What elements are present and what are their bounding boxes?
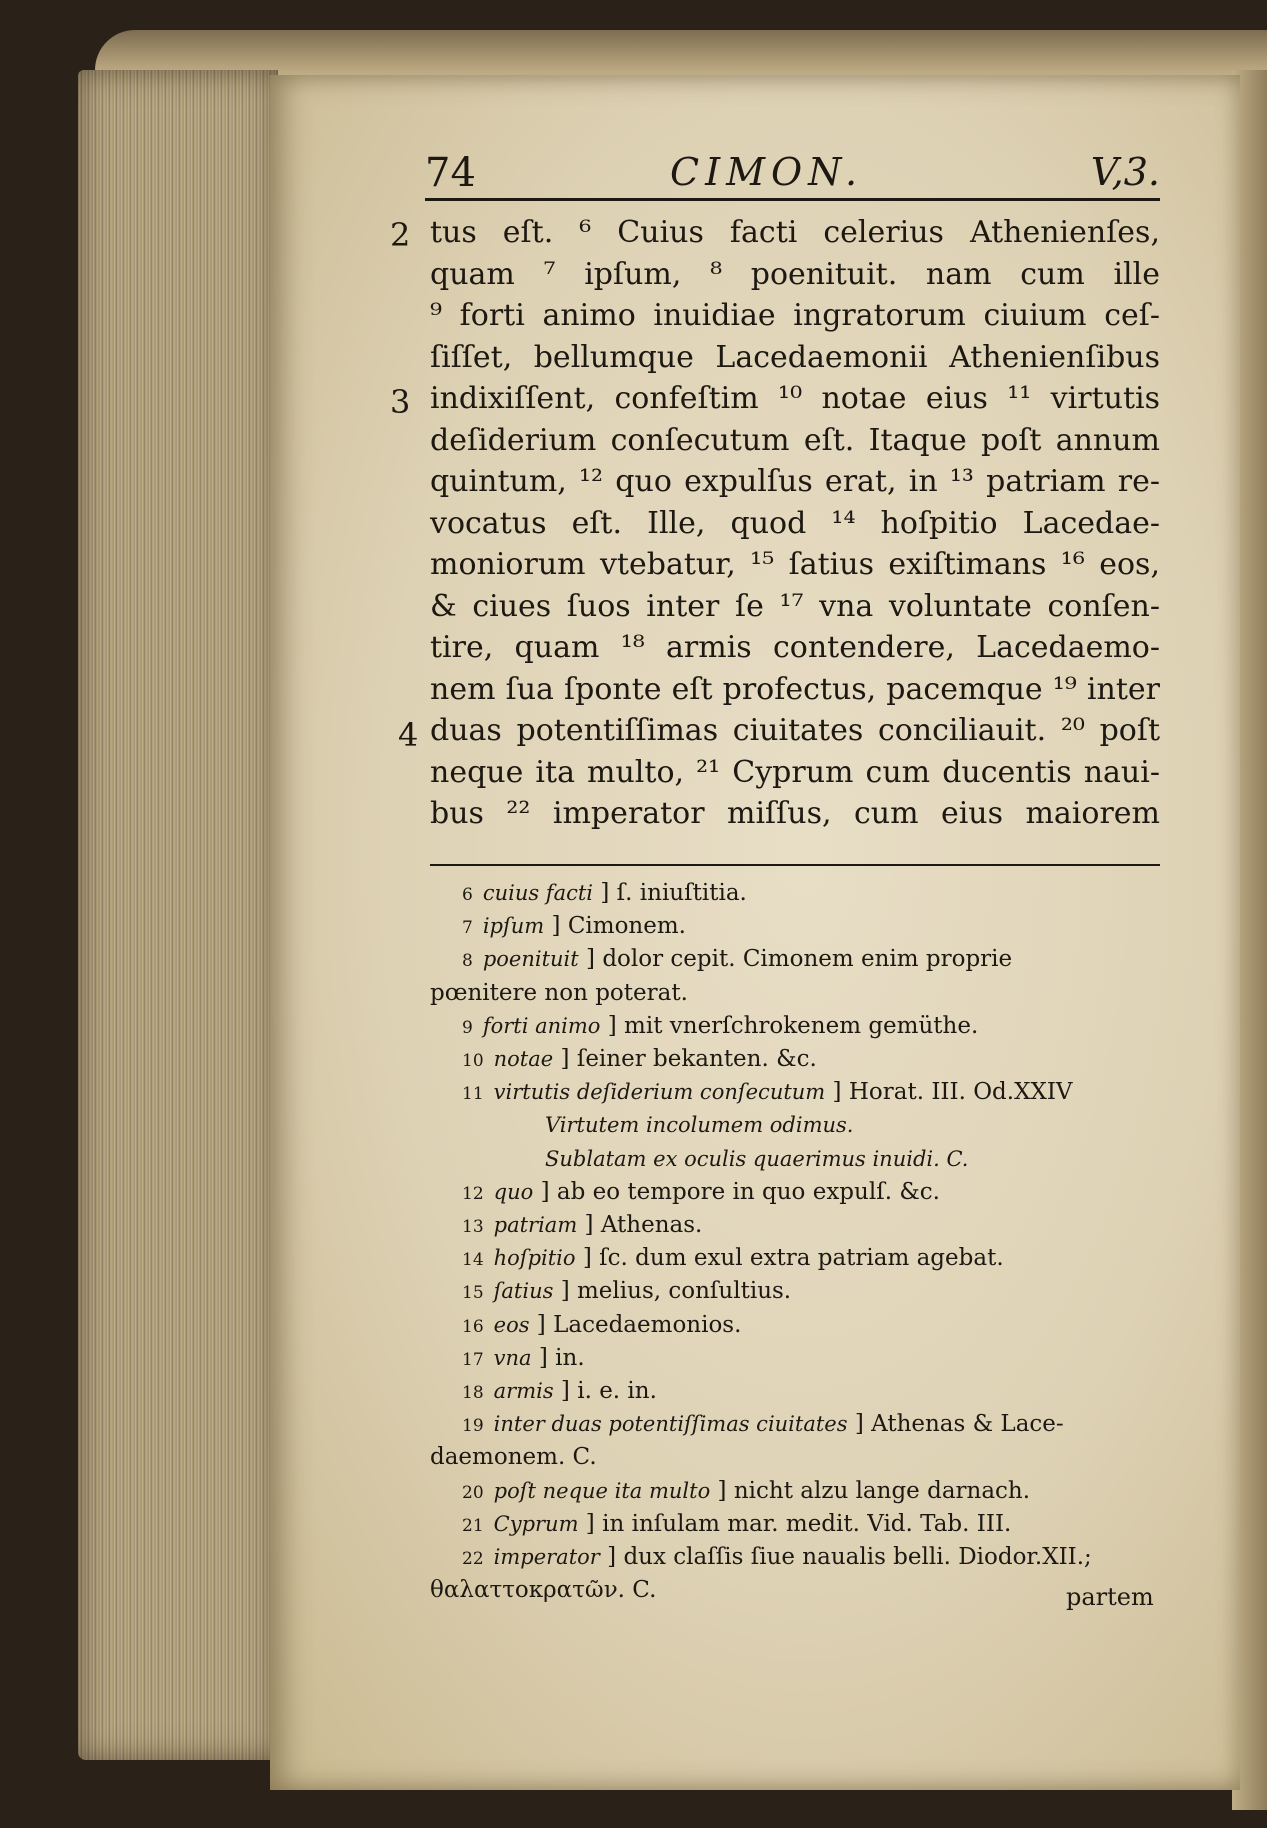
- chapter-reference: V,3.: [1090, 150, 1160, 194]
- lemma-bracket: ]: [847, 1411, 872, 1438]
- footnote-lemma: cuius facti: [482, 881, 594, 905]
- footnote-text: ſeiner bekanten. &c.: [576, 1046, 817, 1072]
- lemma-bracket: ]: [599, 1544, 624, 1570]
- lemma-bracket: ]: [578, 946, 603, 973]
- margin-number: 3: [390, 383, 411, 421]
- text-line: tire, quam ¹⁸ armis contendere, Lacedaemo-: [430, 630, 1160, 665]
- text-line: moniorum vtebatur, ¹⁵ ſatius exiſtimans ¹⁶ eos,: [430, 547, 1160, 582]
- footnote-continuation: pœnitere non poterat.: [430, 979, 688, 1006]
- footnote: [430, 1540, 1160, 1576]
- footnote-quote: Sublatam ex oculis quaerimus inuidi. C.: [545, 1146, 969, 1171]
- footnote-lemma: virtutis deſiderium conſecutum: [493, 1080, 826, 1105]
- text-line: duas potentiſſimas ciuitates conciliauit. ²⁰ poſt: [430, 713, 1160, 748]
- footnote: [430, 1108, 1160, 1142]
- footnote-text: Lacedaemonios.: [553, 1311, 742, 1338]
- footnote-lemma: imperator: [493, 1545, 600, 1569]
- catchword: partem: [1066, 1583, 1154, 1611]
- text-line: ſiſſet, bellumque Lacedaemonii Athenienſibus: [430, 339, 1160, 375]
- text-line: quam ⁷ ipſum, ⁸ poenituit. nam cum ille: [430, 256, 1160, 292]
- footnote-text: ſ. iniuſtitia.: [616, 880, 747, 906]
- footnote-number: 9: [462, 1017, 473, 1038]
- footnote-number: 20: [462, 1482, 484, 1503]
- footnote-text: in inſulam mar. medit. Vid. Tab. III.: [602, 1510, 1012, 1537]
- footnote-text: ab eo tempore in quo expulſ. &c.: [556, 1178, 940, 1205]
- footnote: [430, 1042, 1160, 1078]
- footnote-text: Cimonem.: [567, 913, 686, 940]
- footnote-text: mit vnerſchrokenem gemüthe.: [624, 1012, 979, 1039]
- footnote-continuation: θαλαττοκρατῶν. C.: [430, 1577, 657, 1604]
- footnote-number: 8: [462, 951, 473, 972]
- footnote-text: dolor cepit. Cimonem enim proprie: [602, 946, 1013, 973]
- footnote-number: 16: [462, 1316, 484, 1337]
- footnote-lemma: forti animo: [482, 1013, 601, 1038]
- footnote-rule: [430, 864, 1160, 866]
- lemma-bracket: ]: [710, 1477, 734, 1504]
- running-title: CIMON.: [670, 150, 864, 194]
- footnote-lemma: ipſum: [482, 914, 545, 939]
- text-line: neque ita multo, ²¹ Cyprum cum ducentis naui-: [430, 754, 1160, 790]
- text-line: bus ²² imperator miſſus, cum eius maiorem: [430, 796, 1160, 831]
- page-number: 74: [425, 150, 476, 196]
- footnote-lemma: hoſpitio: [493, 1246, 576, 1271]
- footnote-number: 21: [462, 1515, 484, 1536]
- footnote-number: 6: [462, 885, 473, 905]
- footnote-text: Athenas & Lace-: [871, 1411, 1064, 1438]
- lemma-bracket: ]: [533, 1178, 557, 1205]
- lemma-bracket: ]: [575, 1245, 600, 1272]
- lemma-bracket: ]: [529, 1311, 554, 1338]
- lemma-bracket: ]: [531, 1344, 556, 1371]
- text-line: nem ſua ſponte eſt profectus, pacemque ¹⁹ inter: [430, 671, 1160, 707]
- footnote-text: dux claſſis ſiue naualis belli. Diodor.XII.;: [623, 1544, 1092, 1570]
- footnote: [430, 1474, 1160, 1510]
- text-line: ⁹ forti animo inuidiae ingratorum ciuium ceſ-: [430, 298, 1160, 333]
- footnote: [430, 1440, 1160, 1474]
- footnote-quote: Virtutem incolumem odimus.: [545, 1113, 854, 1138]
- lemma-bracket: ]: [600, 1012, 625, 1039]
- footnote-text: nicht alzu lange darnach.: [733, 1477, 1031, 1504]
- lemma-bracket: ]: [593, 880, 617, 906]
- footnote-lemma: patriam: [493, 1213, 578, 1237]
- footnote-lemma: inter duas potentiſſimas ciuitates: [493, 1412, 848, 1437]
- footnote: [430, 1374, 1160, 1410]
- page-edges: [78, 70, 278, 1760]
- footnote: [430, 1573, 1160, 1607]
- footnote: [430, 1308, 1160, 1344]
- footnote-continuation: daemonem. C.: [430, 1444, 597, 1471]
- header-rule: [425, 198, 1160, 201]
- footnote-lemma: eos: [493, 1312, 530, 1337]
- lemma-bracket: ]: [553, 1046, 577, 1072]
- footnote-lemma: quo: [493, 1179, 534, 1204]
- lemma-bracket: ]: [553, 1278, 577, 1305]
- text-line: quintum, ¹² quo expulſus erat, in ¹³ patriam re-: [430, 464, 1160, 499]
- margin-number: 4: [398, 716, 419, 754]
- footnote: [430, 1142, 1160, 1176]
- footnote-text: ſc. dum exul extra patriam agebat.: [599, 1245, 1004, 1272]
- text-line: indixiſſent, confeſtim ¹⁰ notae eius ¹¹ virtutis: [430, 381, 1160, 416]
- footnote-number: 17: [462, 1349, 484, 1370]
- footnote: [430, 1507, 1160, 1543]
- footnote-text: i. e. in.: [577, 1378, 657, 1404]
- text-line: & ciues ſuos inter ſe ¹⁷ vna voluntate conſen-: [430, 588, 1160, 624]
- footnote: [430, 876, 1160, 912]
- footnote-lemma: poenituit: [482, 947, 579, 972]
- footnote-number: 10: [462, 1051, 484, 1071]
- footnote: [430, 1208, 1160, 1244]
- footnote-number: 19: [462, 1416, 484, 1437]
- footnote-lemma: vna: [493, 1345, 532, 1370]
- footnote: [430, 909, 1160, 945]
- footnote-lemma: ſatius: [493, 1279, 554, 1304]
- footnote: [430, 1274, 1160, 1310]
- footnote-number: 13: [462, 1217, 484, 1237]
- footnote-number: 22: [462, 1549, 484, 1569]
- footnote-text: Athenas.: [600, 1212, 703, 1238]
- footnote-number: 12: [462, 1183, 484, 1204]
- footnote-lemma: armis: [493, 1379, 554, 1403]
- running-header: [425, 150, 1160, 200]
- footnote-lemma: notae: [493, 1047, 554, 1071]
- footnote-number: 15: [462, 1283, 484, 1304]
- footnote-text: in.: [555, 1344, 585, 1371]
- lemma-bracket: ]: [577, 1212, 601, 1238]
- footnote: [430, 1241, 1160, 1277]
- footnote: [430, 1009, 1160, 1045]
- footnote: [430, 1407, 1160, 1443]
- footnote: [430, 1175, 1160, 1211]
- lemma-bracket: ]: [825, 1079, 849, 1106]
- margin-number: 2: [390, 216, 411, 254]
- footnote: [430, 1075, 1160, 1111]
- footnote-number: 11: [462, 1084, 484, 1105]
- footnote-number: 7: [462, 918, 473, 939]
- footnote: [430, 976, 1160, 1010]
- text-line: vocatus eſt. Ille, quod ¹⁴ hoſpitio Lacedae-: [430, 505, 1160, 541]
- lemma-bracket: ]: [578, 1510, 603, 1537]
- footnote: [430, 942, 1160, 978]
- footnote-lemma: poſt neque ita multo: [493, 1478, 711, 1503]
- lemma-bracket: ]: [553, 1378, 578, 1404]
- footnote: [430, 1341, 1160, 1377]
- lemma-bracket: ]: [544, 913, 568, 940]
- footnote-number: 14: [462, 1250, 484, 1271]
- footnote-text: melius, conſultius.: [577, 1278, 792, 1305]
- footnote-lemma: Cyprum: [493, 1511, 579, 1536]
- text-line: deſiderium conſecutum eſt. Itaque poſt annum: [430, 422, 1160, 458]
- footnote-text: Horat. III. Od.XXIV: [848, 1079, 1073, 1106]
- footnote-number: 18: [462, 1383, 484, 1403]
- text-line: tus eſt. ⁶ Cuius facti celerius Athenienſes,: [430, 215, 1160, 250]
